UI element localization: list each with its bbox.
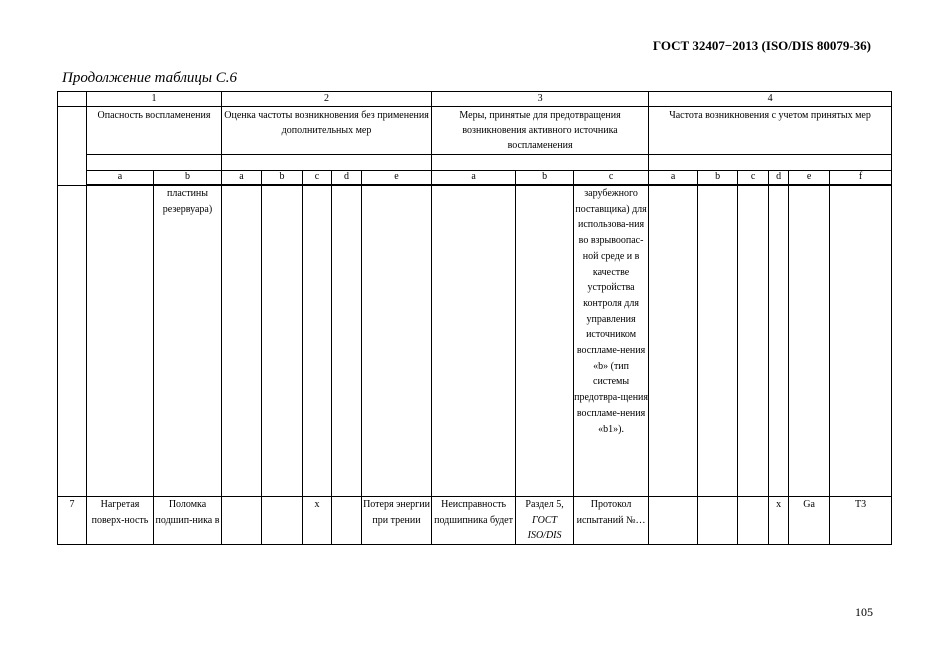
cell-4e [789,185,830,497]
subcol-1b: b [154,171,222,186]
cell-num [58,185,87,497]
group-2-blank [222,155,432,171]
cell-3b [516,185,574,497]
group-3-number: 3 [432,92,649,107]
cell-1a [87,185,154,497]
cell-3c: зарубежного поставщика) для использова-ния во взрывоопас-ной среде и в качестве устройства контроля для управления источником воспламе-нения «b» (тип системы предотвра-щения воспламе-нения «b1»). [574,185,649,497]
subcol-4b: b [698,171,738,186]
subcol-3b: b [516,171,574,186]
cell-3a [432,185,516,497]
cell-2b [262,185,303,497]
page-number: 105 [855,605,873,619]
group-4-title: Частота возникновения с учетом принятых мер [649,107,892,155]
subcol-3c: c [574,171,649,186]
cell-2b [262,497,303,545]
cell-1b: пластины резервуара) [154,185,222,497]
subcol-4d: d [769,171,789,186]
table-row-continued [58,185,892,497]
subcol-2d: d [332,171,362,186]
row-number-header-cell [58,107,87,186]
group-3-title: Меры, принятые для предотвращения возникновения активного источника воспламенения [432,107,649,155]
subcol-4c: c [738,171,769,186]
cell-4f: Т3 [830,497,892,545]
header-row-numbers [58,92,892,107]
group-1-title: Опасность воспламенения [87,107,222,155]
subcol-3a: a [432,171,516,186]
cell-4d [769,185,789,497]
cell-4f [830,185,892,497]
header-row-blank [58,155,892,171]
cell-2d [332,497,362,545]
subcol-4e: e [789,171,830,186]
cell-4c [738,185,769,497]
subcol-2c: c [303,171,332,186]
cell-3b-section: Раздел 5, [525,499,564,510]
cell-4c [738,497,769,545]
cell-3b [516,497,574,545]
table-row-7 [58,497,892,545]
cell-3a: Неисправность подшипника будет [432,497,516,545]
group-2-number: 2 [222,92,432,107]
group-4-number: 4 [649,92,892,107]
subcol-2e: e [362,171,432,186]
cell-3c: Протокол испытаний №… [574,497,649,545]
subcol-4a: a [649,171,698,186]
subcol-1a: a [87,171,154,186]
subcol-2b: b [262,171,303,186]
cell-4a [649,185,698,497]
subcol-4f: f [830,171,892,186]
cell-2a [222,185,262,497]
header-row-letters [58,171,892,186]
cell-2e: Потеря энергии при трении [362,497,432,545]
cell-4a [649,497,698,545]
group-2-title: Оценка частоты возникновения без применения дополнительных мер [222,107,432,155]
cell-4b [698,497,738,545]
table-caption: Продолжение таблицы С.6 [62,70,238,86]
cell-1a: Нагретая поверх-ность [87,497,154,545]
cell-4d: x [769,497,789,545]
cell-2c: x [303,497,332,545]
group-4-blank [649,155,892,171]
header-row-titles [58,107,892,155]
cell-2d [332,185,362,497]
subcol-2a: a [222,171,262,186]
cell-3b-standard: ГОСТ ISO/DIS [527,514,562,542]
cell-1b: Поломка подшип-ника в [154,497,222,545]
group-1-blank [87,155,222,171]
cell-2c [303,185,332,497]
hazard-table [57,91,892,545]
group-1-number: 1 [87,92,222,107]
cell-2e [362,185,432,497]
cell-num: 7 [58,497,87,545]
row-number-header [58,92,87,107]
cell-2a [222,497,262,545]
cell-4b [698,185,738,497]
group-3-blank [432,155,649,171]
cell-4e: Ga [789,497,830,545]
document-standard-header: ГОСТ 32407−2013 (ISO/DIS 80079-36) [652,38,871,53]
